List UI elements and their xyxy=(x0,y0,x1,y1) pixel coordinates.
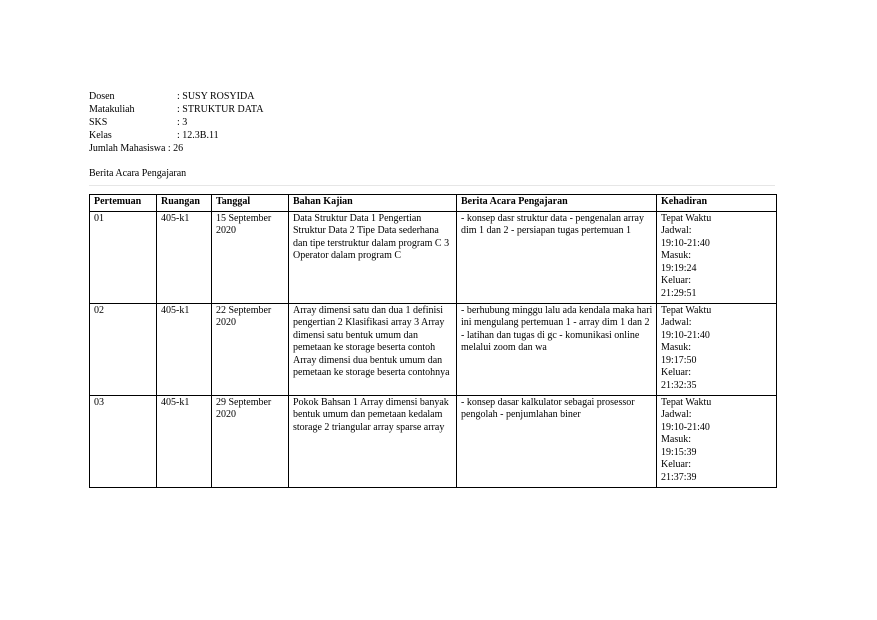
cell-ruangan: 405-k1 xyxy=(157,211,212,303)
cell-bahan-kajian: Array dimensi satu dan dua 1 definisi pengertian 2 Klasifikasi array 3 Array dimensi satu bentuk umum dan pemetaan ke storage beserta contoh Array dimensi dua bentuk umum dan pemetaan ke storage beserta contohnya xyxy=(289,303,457,395)
info-label: Jumlah Mahasiswa xyxy=(89,143,166,154)
cell-tanggal: 15 September 2020 xyxy=(212,211,289,303)
column-header: Tanggal xyxy=(212,195,289,212)
info-label: Dosen xyxy=(89,91,115,102)
info-label: SKS xyxy=(89,117,108,128)
attendance-status: Tepat Waktu xyxy=(661,212,712,224)
attendance-line: 21:29:51 xyxy=(661,287,697,299)
table-row xyxy=(90,211,777,303)
info-row-sks xyxy=(89,116,263,129)
table-header-row xyxy=(90,195,777,212)
attendance-line: Keluar: xyxy=(661,367,691,378)
attendance-line: 19:10-21:40 xyxy=(661,421,710,433)
info-value: : 3 xyxy=(177,117,188,128)
cell-ruangan: 405-k1 xyxy=(157,303,212,395)
attendance-line: Keluar: xyxy=(661,459,691,470)
cell-bahan-kajian: Data Struktur Data 1 Pengertian Struktur Data 2 Tipe Data sederhana dan tipe terstruktur dalam program C 3 Operator dalam program C xyxy=(289,211,457,303)
attendance-line: Jadwal: xyxy=(661,409,692,420)
info-label: Matakuliah xyxy=(89,104,135,115)
info-value: : STRUKTUR DATA xyxy=(177,104,264,115)
attendance-line: 19:10-21:40 xyxy=(661,237,710,249)
attendance-line: 19:15:39 xyxy=(661,446,697,458)
cell-bahan-kajian: Pokok Bahsan 1 Array dimensi banyak bentuk umum dan pemetaan kedalam storage 2 triangular array sparse array xyxy=(289,395,457,487)
cell-kehadiran xyxy=(657,211,777,303)
attendance-line: Masuk: xyxy=(661,250,691,261)
cell-berita-acara: - berhubung minggu lalu ada kendala maka hari ini mengulang pertemuan 1 - array dim 1 dan 2 - latihan dan tugas di gc - komunikasi online melalui zoom dan wa xyxy=(457,303,657,395)
cell-kehadiran xyxy=(657,395,777,487)
cell-berita-acara: - konsep dasr struktur data - pengenalan array dim 1 dan 2 - persiapan tugas pertemuan 1 xyxy=(457,211,657,303)
info-label: Kelas xyxy=(89,130,112,141)
info-row-dosen xyxy=(89,90,263,103)
cell-tanggal: 29 September 2020 xyxy=(212,395,289,487)
column-header: Ruangan xyxy=(157,195,212,212)
attendance-line: 19:19:24 xyxy=(661,262,697,274)
attendance-line: 19:17:50 xyxy=(661,354,697,366)
info-value: : SUSY ROSYIDA xyxy=(177,91,255,102)
attendance-line: Masuk: xyxy=(661,342,691,353)
column-header: Bahan Kajian xyxy=(289,195,457,212)
attendance-line: Jadwal: xyxy=(661,225,692,236)
cell-pertemuan: 02 xyxy=(90,303,157,395)
attendance-line: Jadwal: xyxy=(661,317,692,328)
teaching-record-table xyxy=(89,194,777,488)
column-header: Pertemuan xyxy=(90,195,157,212)
section-divider xyxy=(89,185,775,186)
attendance-line: 19:10-21:40 xyxy=(661,329,710,341)
table-row xyxy=(90,303,777,395)
attendance-line: Masuk: xyxy=(661,434,691,445)
info-row-jumlah-mahasiswa xyxy=(89,142,263,155)
attendance-line: 21:37:39 xyxy=(661,471,697,483)
cell-pertemuan: 01 xyxy=(90,211,157,303)
attendance-status: Tepat Waktu xyxy=(661,304,712,316)
attendance-line: Keluar: xyxy=(661,275,691,286)
cell-tanggal: 22 September 2020 xyxy=(212,303,289,395)
section-title: Berita Acara Pengajaran xyxy=(89,168,187,179)
cell-ruangan: 405-k1 xyxy=(157,395,212,487)
info-row-kelas xyxy=(89,129,263,142)
cell-pertemuan: 03 xyxy=(90,395,157,487)
info-value: : 26 xyxy=(167,143,184,154)
attendance-status: Tepat Waktu xyxy=(661,396,712,408)
cell-berita-acara: - konsep dasar kalkulator sebagai prosessor pengolah - penjumlahan biner xyxy=(457,395,657,487)
info-value: : 12.3B.11 xyxy=(177,130,219,141)
course-info xyxy=(89,90,263,155)
column-header: Kehadiran xyxy=(657,195,777,212)
cell-kehadiran xyxy=(657,303,777,395)
column-header: Berita Acara Pengajaran xyxy=(457,195,657,212)
attendance-line: 21:32:35 xyxy=(661,379,697,391)
info-row-matakuliah xyxy=(89,103,263,116)
table-row xyxy=(90,395,777,487)
